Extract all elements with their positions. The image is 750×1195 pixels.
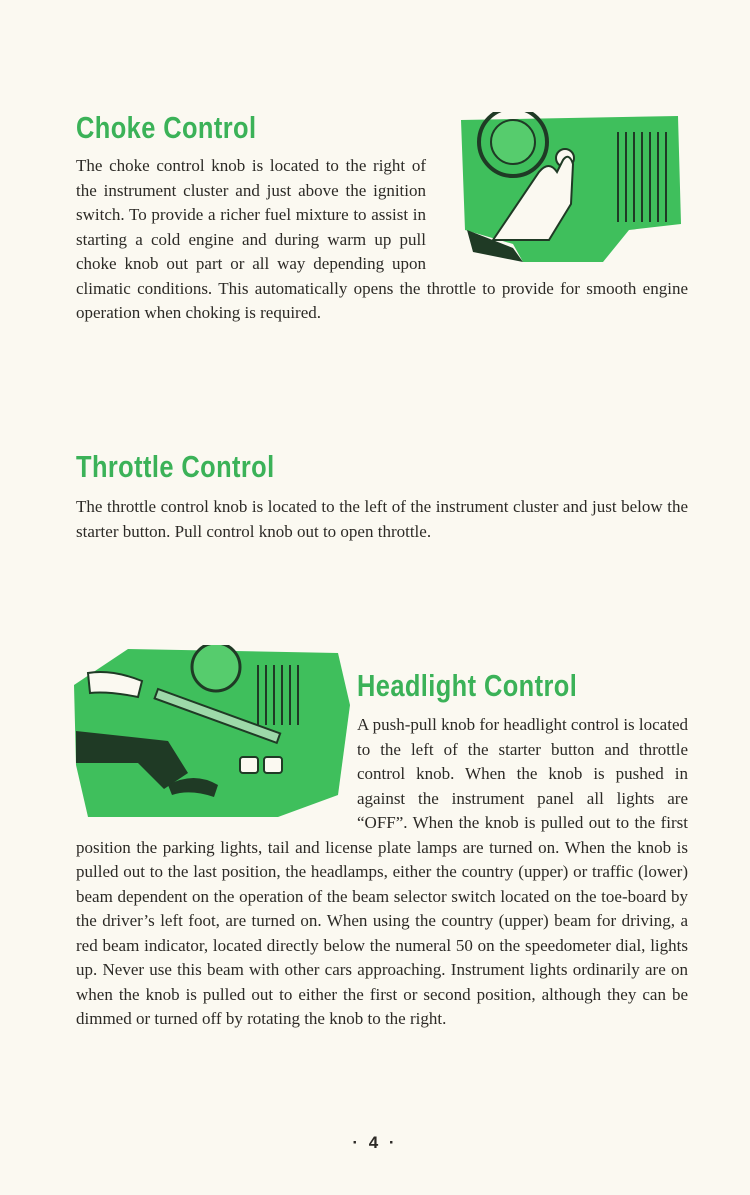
- throttle-title: Throttle Control: [76, 449, 275, 484]
- choke-title: Choke Control: [76, 110, 257, 145]
- choke-wrap-spacer: [426, 154, 688, 276]
- headlight-title: Headlight Control: [357, 668, 578, 703]
- page-number: · 4 ·: [352, 1133, 398, 1152]
- choke-text: The choke control knob is located to the right of the instrument cluster and just above the ignition switch. To provide a richer fuel mixture to assist in starting a cold engine and during warm up pull choke knob out part or all way depending upon climatic conditions. This automatically opens the throttle to provide for smooth engine operation when choking is required.: [76, 156, 688, 322]
- headlight-text: A push-pull knob for headlight control is located to the left of the starter button and throttle control knob. When the knob is pushed in against the instrument panel all lights are “OFF”. When the knob is pulled out to the first position the parking lights, tail and license plate lamps are turned on. When the knob is pulled out to the last position, the headlamps, either the country (upper) or traffic (lower) beam dependent on the operation of the beam selector switch located on the toe-board by the driver’s left foot, are turned on. When using the country (upper) beam for driving, a red beam indicator, located directly below the numeral 50 on the speedometer dial, lights up. Never use this beam with other cars approaching. Instrument lights ordinarily are on when the knob is pulled out to either the first or second position, although they can be dimmed or turned off by rotating the knob to the right.: [76, 715, 688, 1028]
- headlight-wrap-spacer: [76, 713, 357, 835]
- throttle-text: The throttle control knob is located to the left of the instrument cluster and just below the starter button. Pull control knob out to open throttle.: [76, 497, 688, 541]
